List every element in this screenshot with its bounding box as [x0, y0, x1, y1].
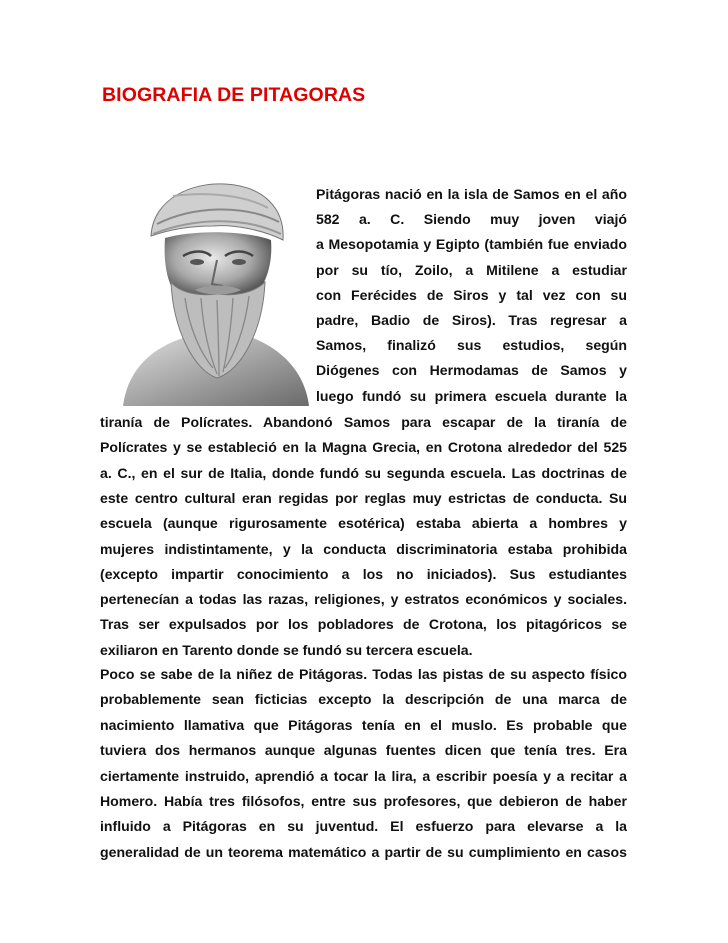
- text-line: Polícrates y se estableció en la Magna Grecia, en Crotona alrededor del 525: [100, 439, 627, 456]
- text-line: (excepto impartir conocimiento a los no iniciados). Sus estudiantes: [100, 565, 627, 582]
- text-line: ciertamente instruido, aprendió a tocar la lira, a escribir poesía y a recitar a: [100, 767, 627, 784]
- text-line: mujeres indistintamente, y la conducta discriminatoria estaba prohibida: [100, 540, 627, 557]
- text-line: Homero. Había tres filósofos, entre sus profesores, que debieron de haber: [100, 793, 627, 809]
- text-line: influido a Pitágoras en su juventud. El esfuerzo para elevarse a la: [100, 818, 627, 835]
- text-line: por su tío, Zoilo, a Mitilene a estudiar: [316, 261, 627, 278]
- text-line: a. C., en el sur de Italia, donde fundó su segunda escuela. Las doctrinas de: [100, 464, 627, 481]
- text-line: Diógenes con Hermodamas de Samos y: [316, 362, 627, 379]
- text-line: pertenecían a todas las razas, religiones, y estratos económicos y sociales.: [100, 591, 627, 608]
- text-line: tuviera dos hermanos aunque algunas fuentes dicen que tenía tres. Era: [100, 742, 627, 759]
- text-line: Tras ser expulsados por los pobladores de Crotona, los pitagóricos se: [100, 616, 627, 633]
- text-line: exiliaron en Tarento donde se fundó su tercera escuela.: [100, 641, 473, 658]
- text-line: escuela (aunque rigurosamente esotérica) estaba abierta a hombres y: [100, 515, 627, 532]
- text-line: con Ferécides de Siros y tal vez con su: [316, 286, 627, 303]
- text-line: padre, Badio de Siros). Tras regresar a: [316, 312, 627, 328]
- text-line: generalidad de un teorema matemático a partir de su cumplimiento en casos: [100, 843, 627, 860]
- text-line: 582 a. C. Siendo muy joven viajó: [316, 211, 627, 228]
- text-line: a Mesopotamia y Egipto (también fue enviado: [316, 236, 627, 253]
- text-line: Samos, finalizó sus estudios, según: [316, 337, 627, 354]
- text-line: nacimiento llamativa que Pitágoras tenía en el muslo. Es probable que: [100, 716, 627, 733]
- text-line: luego fundó su primera escuela durante la: [316, 387, 627, 404]
- text-line: probablemente sean ficticias excepto la descripción de una marca de: [100, 691, 627, 708]
- text-line: tiranía de Polícrates. Abandonó Samos para escapar de la tiranía de: [100, 414, 627, 430]
- page-title: BIOGRAFIA DE PITAGORAS: [102, 84, 366, 106]
- pythagoras-bust-image: [113, 178, 313, 406]
- text-line: este centro cultural eran regidas por reglas muy estrictas de conducta. Su: [100, 489, 627, 506]
- text-line: Pitágoras nació en la isla de Samos en el año: [316, 186, 627, 202]
- text-line: Poco se sabe de la niñez de Pitágoras. Todas las pistas de su aspecto físico: [100, 666, 627, 682]
